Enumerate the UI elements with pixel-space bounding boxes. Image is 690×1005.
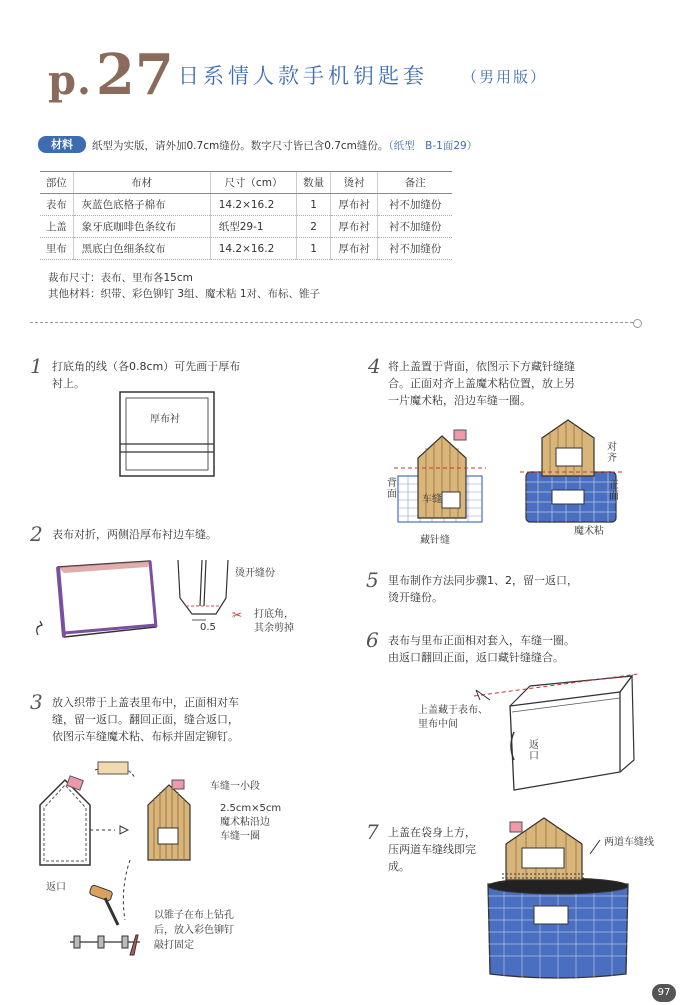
col-header: 烫衬	[330, 172, 377, 194]
step-4-label-align: 对 齐	[607, 442, 617, 464]
col-header: 尺寸（cm）	[210, 172, 296, 194]
materials-tag: 材料	[38, 136, 86, 153]
table-row	[40, 216, 452, 238]
section-divider	[30, 322, 638, 323]
cut-info	[48, 270, 320, 302]
cut-size: 裁布尺寸：表布、里布各15cm	[48, 272, 193, 284]
step-7-text: 上盖在袋身上方， 压两道车缝线即完 成。	[388, 826, 476, 873]
step-4-label-front: 正 面	[609, 480, 619, 502]
cell: 表布	[40, 194, 73, 216]
cell: 1	[297, 238, 331, 260]
cell: 衬不加缝份	[378, 194, 452, 216]
materials-table	[40, 171, 452, 260]
cell: 灰蓝色底格子棉布	[73, 194, 210, 216]
step-3-label-velcro: 2.5cm×5cm 魔术粘沿边 车缝一圈	[220, 803, 282, 842]
step-2-label-05: 0.5	[200, 622, 216, 633]
other-materials: 其他材料：织带、彩色铆钉 3组、魔术粘 1对、布标、锥子	[48, 288, 321, 300]
step-4-text: 将上盖置于背面，依图示下方藏针缝缝 合。正面对齐上盖魔术粘位置，放上另 一片魔术粘，沿边车缝一圈。	[388, 360, 575, 407]
cell: 上盖	[40, 216, 73, 238]
step-3-label-awl: 以锥子在布上钻孔 后，放入彩色铆钉 敲打固定	[154, 910, 234, 951]
step-5-text: 里布制作方法同步骤1、2，留一返口， 烫开缝份。	[388, 574, 578, 604]
step-7-number: 7	[366, 820, 379, 844]
cell: 衬不加缝份	[378, 238, 452, 260]
page-number: p.27	[48, 42, 174, 108]
step-4-label-seam: 车缝	[422, 494, 442, 505]
table-row	[40, 238, 452, 260]
step-2-number: 2	[30, 522, 43, 546]
step-4-label-hidden: 藏针缝	[420, 535, 450, 546]
step-2-figure-bag	[30, 555, 165, 650]
step-4-number: 4	[368, 354, 381, 378]
cell: 黑底白色细条纹布	[73, 238, 210, 260]
step-4-label-velcro: 魔术粘	[574, 526, 604, 537]
cell: 1	[297, 194, 331, 216]
step-6-text: 表布与里布正面相对套入，车缝一圈。 由返口翻回正面，返口藏针缝缝合。	[388, 634, 575, 664]
scissors-icon: ✂	[232, 608, 243, 622]
cell: 衬不加缝份	[378, 216, 452, 238]
footer-page-number: 97	[652, 984, 676, 1002]
step-4-label-back: 背 面	[387, 478, 397, 500]
page-subtitle: （男用版）	[462, 68, 548, 86]
table-row	[40, 194, 452, 216]
step-5-number: 5	[366, 568, 379, 592]
cell: 厚布衬	[330, 238, 377, 260]
cell: 2	[297, 216, 331, 238]
step-6-number: 6	[366, 628, 379, 652]
step-1-number: 1	[30, 354, 43, 378]
col-header: 部位	[40, 172, 73, 194]
cell: 厚布衬	[330, 216, 377, 238]
cell: 14.2×16.2	[210, 238, 296, 260]
step-3-number: 3	[30, 690, 43, 714]
materials-note: 纸型为实版，请外加0.7cm缝份。数字尺寸皆已含0.7cm缝份。（纸型 B-1面29）	[92, 140, 478, 152]
step-1-label: 厚布衬	[150, 414, 180, 425]
step-6-label-return: 返 口	[529, 740, 539, 762]
cell: 14.2×16.2	[210, 194, 296, 216]
step-2-label-cut: 打底角， 其余剪掉	[254, 609, 294, 634]
step-1-figure	[118, 390, 218, 480]
step-7-label-double: 两道车缝线	[604, 837, 654, 848]
step-1-text: 打底角的线（各0.8cm）可先画于厚布 衬上。	[52, 360, 241, 390]
cell: 里布	[40, 238, 73, 260]
cell: 厚布衬	[330, 194, 377, 216]
step-6-label-lid: 上盖藏于表布、 里布中间	[418, 705, 488, 730]
col-header: 备注	[378, 172, 452, 194]
step-3-text: 放入织带于上盖表里布中，正面相对车 缝，留一返口。翻回正面，缝合返口， 依图示车缝魔术粘、布标并固定铆钉。	[52, 696, 239, 743]
step-2-label-press: 烫开缝份	[235, 568, 275, 579]
cell: 纸型29-1	[210, 216, 296, 238]
step-2-text: 表布对折，两侧沿厚布衬边车缝。	[52, 528, 217, 541]
col-header: 布材	[73, 172, 210, 194]
page-title: 日系情人款手机钥匙套	[178, 64, 428, 88]
col-header: 数量	[297, 172, 331, 194]
step-6-figure	[470, 672, 640, 802]
step-4-figure	[380, 418, 620, 528]
table-header-row	[40, 172, 452, 194]
cell: 象牙底咖啡色条纹布	[73, 216, 210, 238]
step-3-label-sew: 车缝一小段	[210, 781, 260, 792]
step-3-label-return: 返口	[46, 882, 66, 893]
